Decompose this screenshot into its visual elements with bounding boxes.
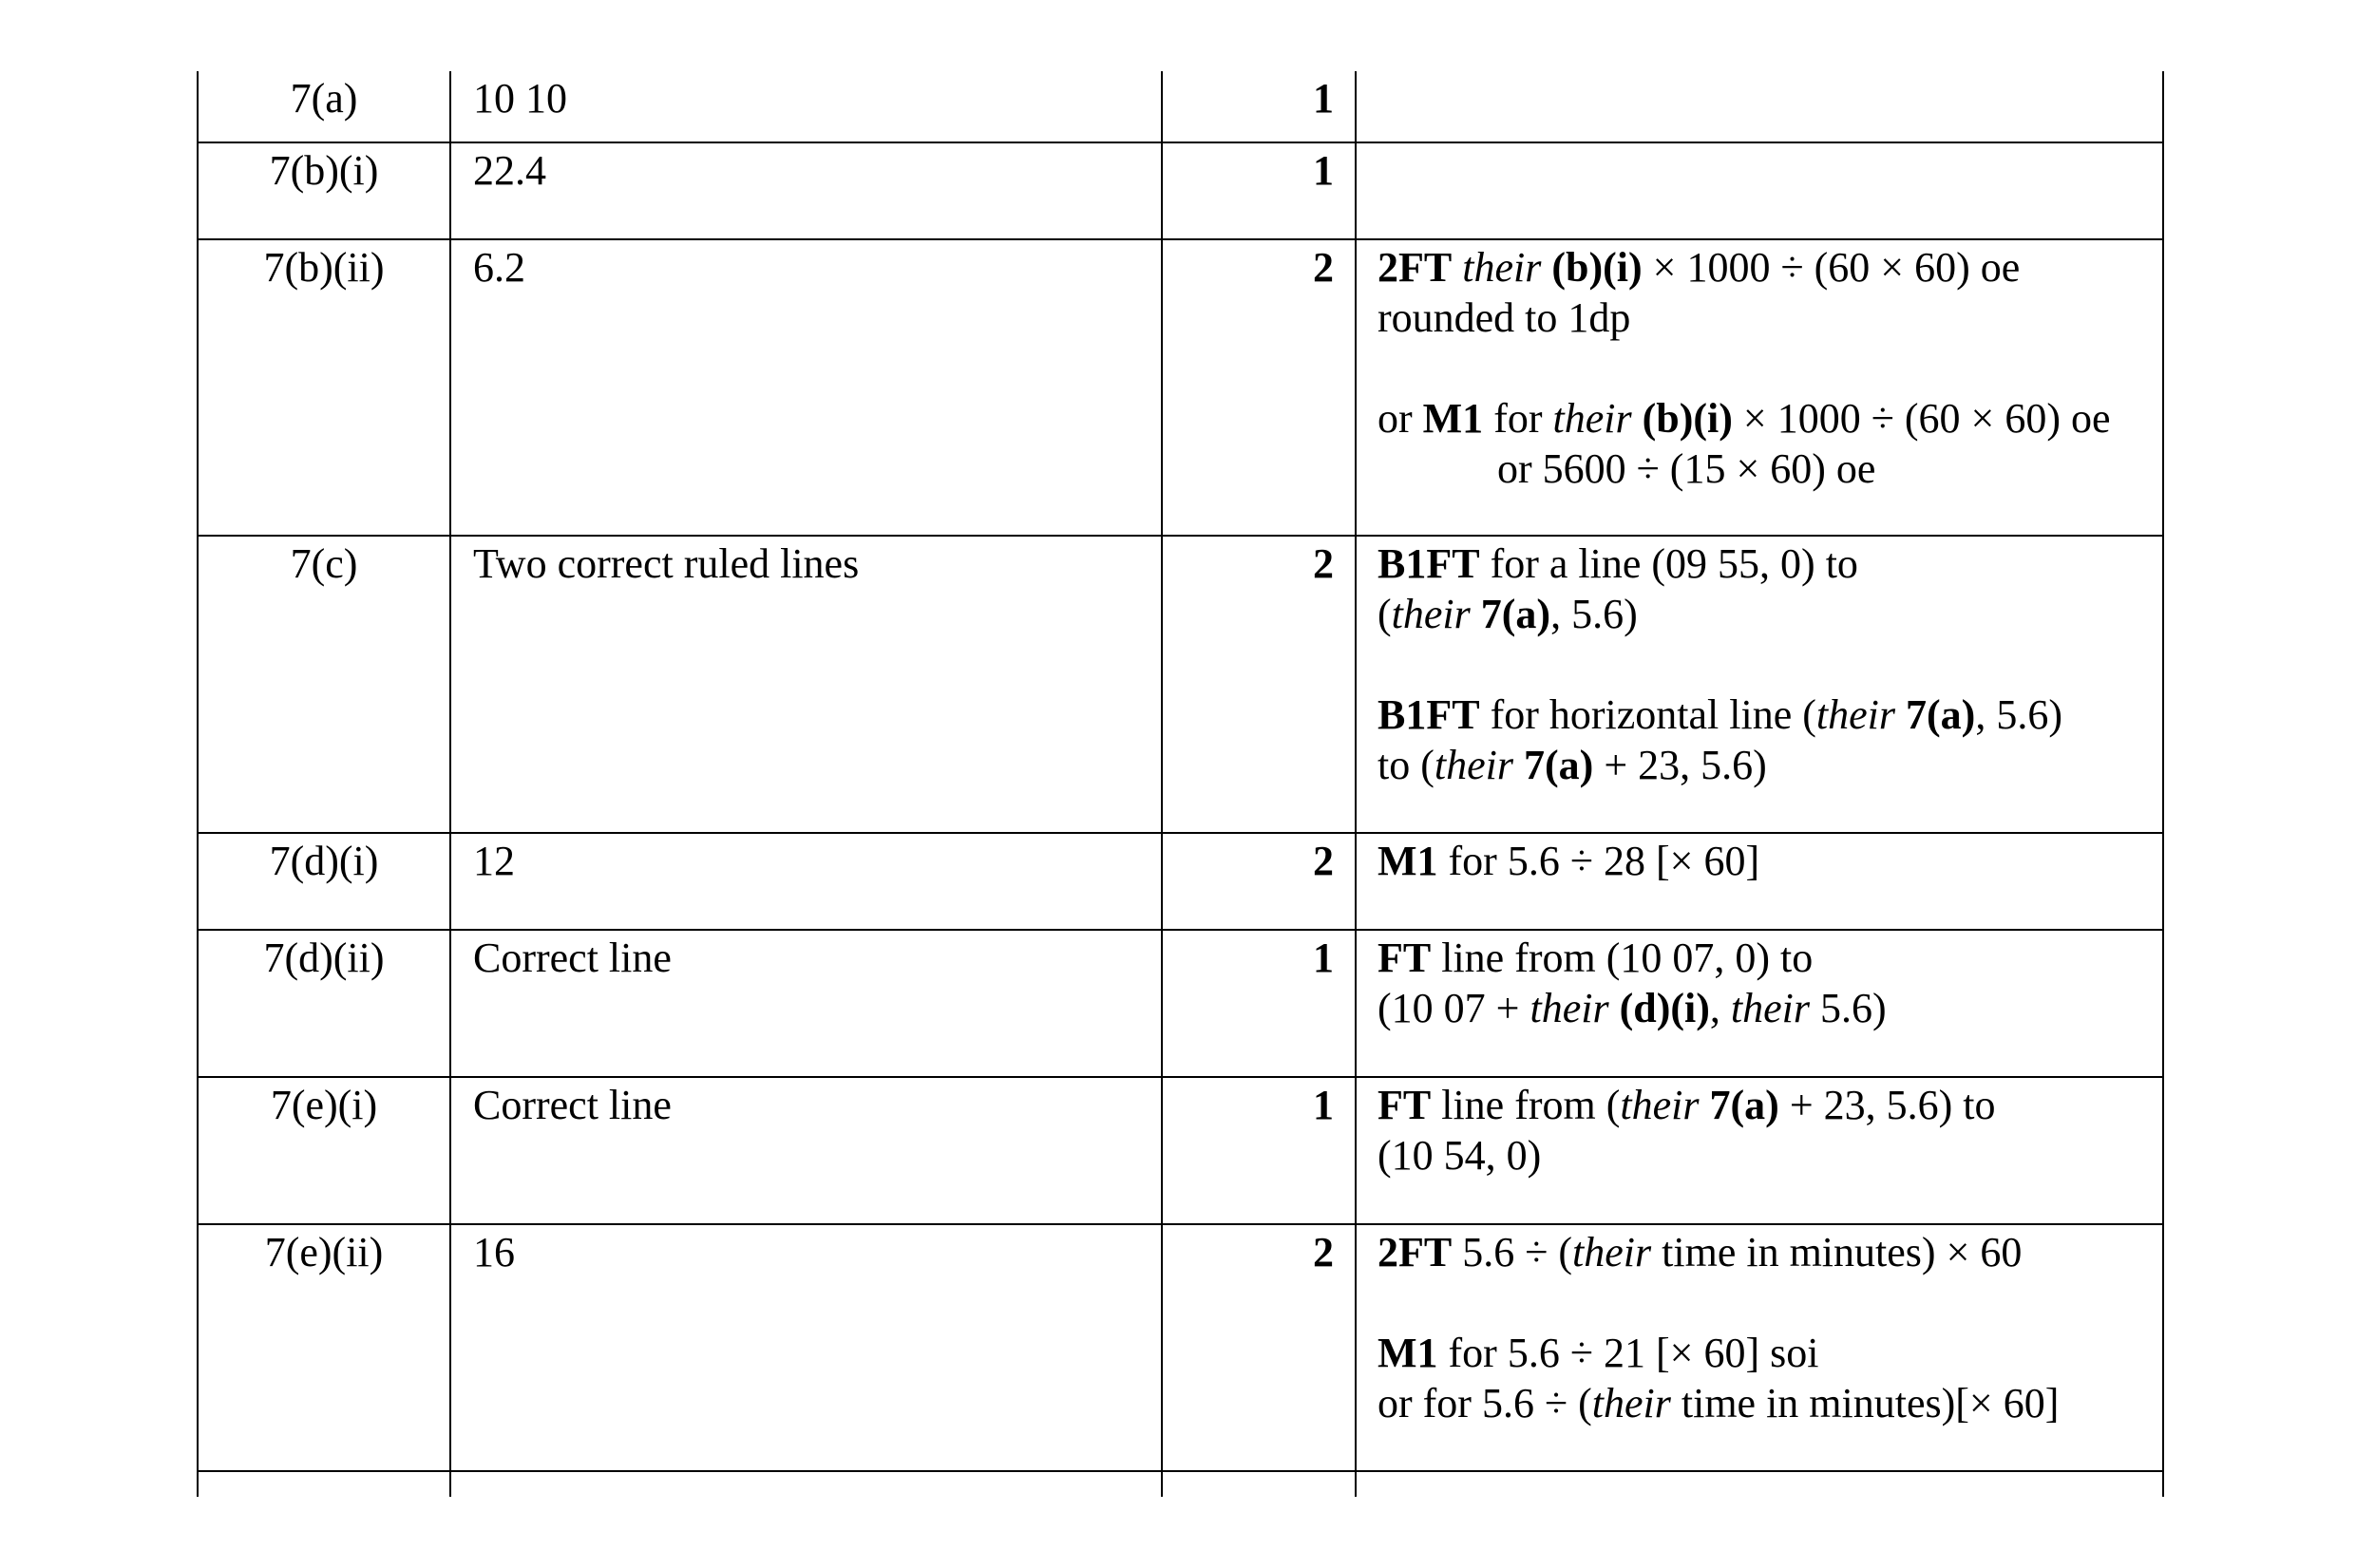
guidance-italic-term: their xyxy=(1572,1229,1652,1275)
marks-cell: 2 xyxy=(1162,239,1356,536)
question-cell: 7(c) xyxy=(198,536,450,833)
question-cell: 7(e)(i) xyxy=(198,1077,450,1224)
guidance-cell xyxy=(1356,71,2163,142)
question-cell: 7(b)(i) xyxy=(198,142,450,239)
guidance-bold-term: 2FT xyxy=(1378,1229,1453,1275)
guidance-text: + 23, 5.6) to xyxy=(1778,1082,1996,1128)
guidance-line xyxy=(1378,589,2153,639)
guidance-italic-term: their xyxy=(1391,591,1471,637)
guidance-italic-term: their xyxy=(1620,1082,1700,1128)
guidance-cell xyxy=(1356,142,2163,239)
guidance-bold-term: 7(a) xyxy=(1480,591,1551,637)
mark-scheme-page xyxy=(197,71,2162,1499)
guidance-text xyxy=(1895,691,1906,738)
guidance-text: (10 07 + xyxy=(1378,985,1530,1031)
guidance-line xyxy=(1378,242,2153,293)
guidance-line xyxy=(1378,1328,2153,1378)
table-row xyxy=(198,536,2163,833)
marks-cell: 1 xyxy=(1162,930,1356,1077)
guidance-text: to ( xyxy=(1378,742,1434,788)
guidance-text: × 1000 ÷ (60 × 60) oe xyxy=(1642,244,2021,291)
guidance-cell xyxy=(1356,833,2163,930)
guidance-bold-term: 7(a) xyxy=(1524,742,1594,788)
mark-scheme-table xyxy=(197,71,2164,1497)
question-cell: 7(b)(ii) xyxy=(198,239,450,536)
guidance-text: 5.6 ÷ ( xyxy=(1452,1229,1573,1275)
guidance-text: for 5.6 ÷ 21 [× 60] soi xyxy=(1437,1330,1819,1376)
guidance-bold-term: FT xyxy=(1378,1082,1432,1128)
answer-cell: Correct line xyxy=(450,930,1162,1077)
guidance-bold-term: FT xyxy=(1378,935,1432,981)
guidance-text: rounded to 1dp xyxy=(1378,294,1631,341)
answer-cell: 12 xyxy=(450,833,1162,930)
guidance-text: 5.6) xyxy=(1810,985,1887,1031)
marks-cell: 2 xyxy=(1162,833,1356,930)
marks-cell: 1 xyxy=(1162,1077,1356,1224)
guidance-spacer xyxy=(1378,639,2153,690)
guidance-text: for a line (09 55, 0) to xyxy=(1479,540,1858,587)
guidance-text: × 1000 ÷ (60 × 60) oe xyxy=(1732,395,2111,442)
guidance-text: for xyxy=(1483,395,1553,442)
guidance-line xyxy=(1378,690,2153,740)
guidance-text: + 23, 5.6) xyxy=(1593,742,1767,788)
guidance-line xyxy=(1378,393,2153,444)
marks-cell: 2 xyxy=(1162,1224,1356,1471)
answer-cell: 22.4 xyxy=(450,142,1162,239)
table-row xyxy=(198,1471,2163,1497)
answer-cell xyxy=(450,1471,1162,1497)
guidance-bold-term: (b)(i) xyxy=(1642,395,1733,442)
guidance-text xyxy=(1541,244,1551,291)
guidance-spacer xyxy=(1378,343,2153,393)
guidance-line xyxy=(1378,293,2153,343)
guidance-bold-term: (d)(i) xyxy=(1619,985,1710,1031)
marks-cell: 2 xyxy=(1162,536,1356,833)
question-cell xyxy=(198,1471,450,1497)
table-row xyxy=(198,1224,2163,1471)
guidance-bold-term: 2FT xyxy=(1378,244,1453,291)
guidance-text: for horizontal line ( xyxy=(1479,691,1816,738)
guidance-bold-term: M1 xyxy=(1378,1330,1438,1376)
guidance-line xyxy=(1378,933,2153,983)
guidance-bold-term: B1FT xyxy=(1378,540,1480,587)
guidance-text: , 5.6) xyxy=(1975,691,2062,738)
guidance-line xyxy=(1378,836,2153,886)
marks-cell: 1 xyxy=(1162,71,1356,142)
guidance-cell xyxy=(1356,536,2163,833)
guidance-text xyxy=(1452,244,1462,291)
guidance-text: time in minutes)[× 60] xyxy=(1670,1380,2060,1426)
guidance-bold-term: 7(a) xyxy=(1906,691,1976,738)
table-row xyxy=(198,833,2163,930)
guidance-text xyxy=(1513,742,1524,788)
guidance-text: or for 5.6 ÷ ( xyxy=(1378,1380,1592,1426)
answer-cell: Two correct ruled lines xyxy=(450,536,1162,833)
guidance-text: line from ( xyxy=(1431,1082,1621,1128)
guidance-italic-term: their xyxy=(1815,691,1896,738)
guidance-text: , 5.6) xyxy=(1550,591,1638,637)
guidance-line xyxy=(1378,1227,2153,1277)
guidance-text: or xyxy=(1378,395,1423,442)
guidance-text: line from (10 07, 0) to xyxy=(1431,935,1814,981)
guidance-text: for 5.6 ÷ 28 [× 60] xyxy=(1437,838,1760,884)
answer-cell: 10 10 xyxy=(450,71,1162,142)
guidance-line xyxy=(1378,1080,2153,1130)
mark-scheme-body xyxy=(198,71,2163,1497)
guidance-line xyxy=(1378,538,2153,589)
guidance-text: (10 54, 0) xyxy=(1378,1132,1542,1179)
guidance-line xyxy=(1378,444,2153,494)
guidance-cell xyxy=(1356,1224,2163,1471)
guidance-line xyxy=(1378,983,2153,1033)
guidance-line xyxy=(1378,1130,2153,1181)
answer-cell: 6.2 xyxy=(450,239,1162,536)
guidance-cell xyxy=(1356,930,2163,1077)
guidance-cell xyxy=(1356,239,2163,536)
table-row xyxy=(198,930,2163,1077)
question-cell: 7(d)(i) xyxy=(198,833,450,930)
marks-cell: 1 xyxy=(1162,142,1356,239)
guidance-line xyxy=(1378,1378,2153,1428)
guidance-text: , xyxy=(1709,985,1731,1031)
guidance-text xyxy=(1471,591,1481,637)
guidance-text: or 5600 ÷ (15 × 60) oe xyxy=(1497,445,1876,492)
guidance-text xyxy=(1632,395,1643,442)
guidance-italic-term: their xyxy=(1591,1380,1671,1426)
question-cell: 7(a) xyxy=(198,71,450,142)
table-row xyxy=(198,71,2163,142)
guidance-bold-term: M1 xyxy=(1378,838,1438,884)
guidance-text: ( xyxy=(1378,591,1392,637)
guidance-bold-term: (b)(i) xyxy=(1551,244,1643,291)
guidance-cell xyxy=(1356,1471,2163,1497)
answer-cell: 16 xyxy=(450,1224,1162,1471)
guidance-text xyxy=(1700,1082,1710,1128)
guidance-italic-term: their xyxy=(1434,742,1513,788)
question-cell: 7(e)(ii) xyxy=(198,1224,450,1471)
guidance-line xyxy=(1378,740,2153,790)
guidance-bold-term: M1 xyxy=(1422,395,1484,442)
guidance-text xyxy=(1609,985,1620,1031)
guidance-italic-term: their xyxy=(1730,985,1810,1031)
guidance-italic-term: their xyxy=(1462,244,1542,291)
table-row xyxy=(198,142,2163,239)
guidance-cell xyxy=(1356,1077,2163,1224)
table-row xyxy=(198,239,2163,536)
question-cell: 7(d)(ii) xyxy=(198,930,450,1077)
guidance-spacer xyxy=(1378,1277,2153,1328)
answer-cell: Correct line xyxy=(450,1077,1162,1224)
guidance-italic-term: their xyxy=(1552,395,1632,442)
guidance-bold-term: B1FT xyxy=(1378,691,1480,738)
marks-cell xyxy=(1162,1471,1356,1497)
guidance-italic-term: their xyxy=(1530,985,1609,1031)
table-row xyxy=(198,1077,2163,1224)
guidance-bold-term: 7(a) xyxy=(1709,1082,1779,1128)
guidance-text: time in minutes) × 60 xyxy=(1651,1229,2023,1275)
